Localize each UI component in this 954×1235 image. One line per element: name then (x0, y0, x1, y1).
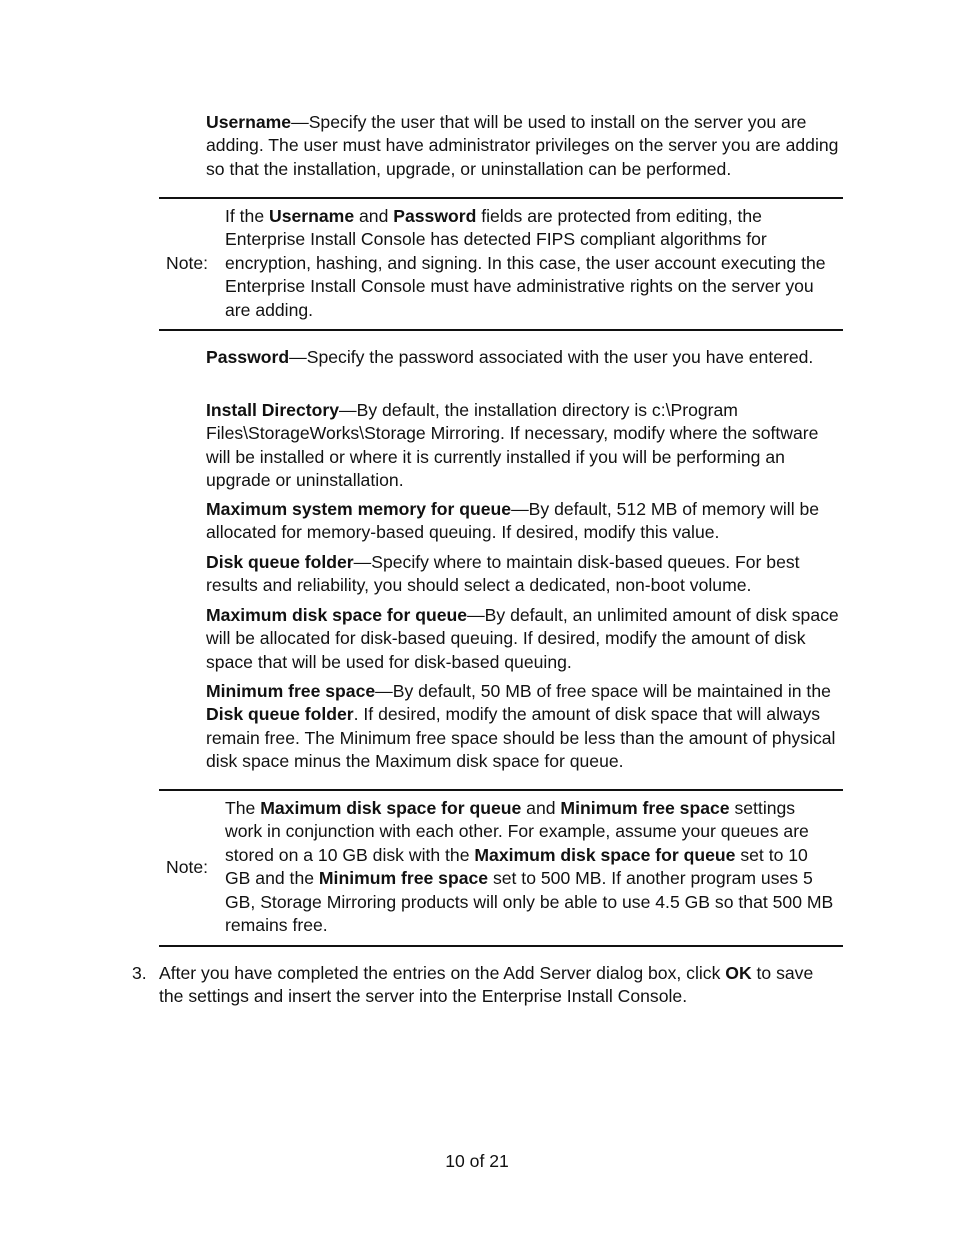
min-free-term: Minimum free space (206, 681, 376, 701)
disk-queue-description (206, 551, 846, 598)
note2-top-rule (159, 789, 843, 791)
password-text: —Specify the password associated with the user you have entered. (289, 347, 814, 367)
disk-queue-term: Disk queue folder (206, 552, 354, 572)
note2-body: The Maximum disk space for queue and Minimum free space settings work in conjunction with each other. For example, assume your queues are stored on a 10 GB disk with the Maximum disk space for queue set to 10 GB and the Minimum free space set to 500 MB. If another program uses 5 GB, Storage Mirroring products will only be able to use 4.5 GB so that 500 MB remains free. (225, 798, 834, 936)
note1-top-rule (159, 197, 843, 199)
note2-label: Note: (166, 857, 209, 877)
note1-username-term: Username (269, 206, 355, 226)
max-memory-description (206, 498, 846, 545)
step-3-text: After you have completed the entries on the Add Server dialog box, click OK to save the settings and insert the server into the Enterprise Install Console. (159, 963, 814, 1007)
username-term: Username (206, 112, 292, 132)
install-directory-term: Install Directory (206, 400, 339, 420)
page-number: 10 of 21 (445, 1151, 509, 1171)
install-directory-text: —By default, the installation directory is c:\Program Files\StorageWorks\Storage Mirroring. If necessary, modify where the software will be installed or where it is currently installed if you will be performing an upgrade or uninstallation. (206, 400, 819, 491)
max-disk-text: —By default, an unlimited amount of disk space will be allocated for disk-based queuing. If desired, modify the amount of disk space that will be used for disk-based queuing. (206, 605, 839, 672)
disk-queue-text: —Specify where to maintain disk-based queues. For best results and reliability, you should select a dedicated, non-boot volume. (206, 552, 800, 596)
username-description (206, 111, 846, 181)
max-memory-text: —By default, 512 MB of memory will be allocated for memory-based queuing. If desired, modify this value. (206, 499, 820, 543)
note1-bottom-rule (159, 329, 843, 331)
ok-button-ref: OK (725, 963, 752, 983)
note1-body: If the Username and Password fields are protected from editing, the Enterprise Install Console has detected FIPS compliant algorithms for encryption, hashing, and signing. In this case, the user account executing the Enterprise Install Console must have administrative rights on the server you are adding. (225, 206, 826, 320)
note1-password-term: Password (393, 206, 477, 226)
max-disk-description (206, 604, 846, 674)
username-text: —Specify the user that will be used to install on the server you are adding. The user must have administrator privileges on the server you are adding so that the installation, upgrade, or uninstallation can be performed. (206, 112, 839, 179)
min-free-description: Minimum free space—By default, 50 MB of free space will be maintained in the Disk queue folder. If desired, modify the amount of disk space that will always remain free. The Minimum free space should be less than the amount of physical disk space minus the Maximum disk space for queue. (206, 681, 836, 772)
disk-queue-folder-ref: Disk queue folder (206, 704, 354, 725)
note2-bottom-rule (159, 945, 843, 947)
password-description (206, 346, 846, 369)
max-disk-term: Maximum disk space for queue (206, 605, 468, 625)
note1-label: Note: (166, 253, 209, 273)
password-term: Password (206, 347, 290, 367)
step-3-number: 3. (132, 963, 147, 983)
max-memory-term: Maximum system memory for queue (206, 499, 512, 519)
install-directory-description (206, 399, 846, 493)
